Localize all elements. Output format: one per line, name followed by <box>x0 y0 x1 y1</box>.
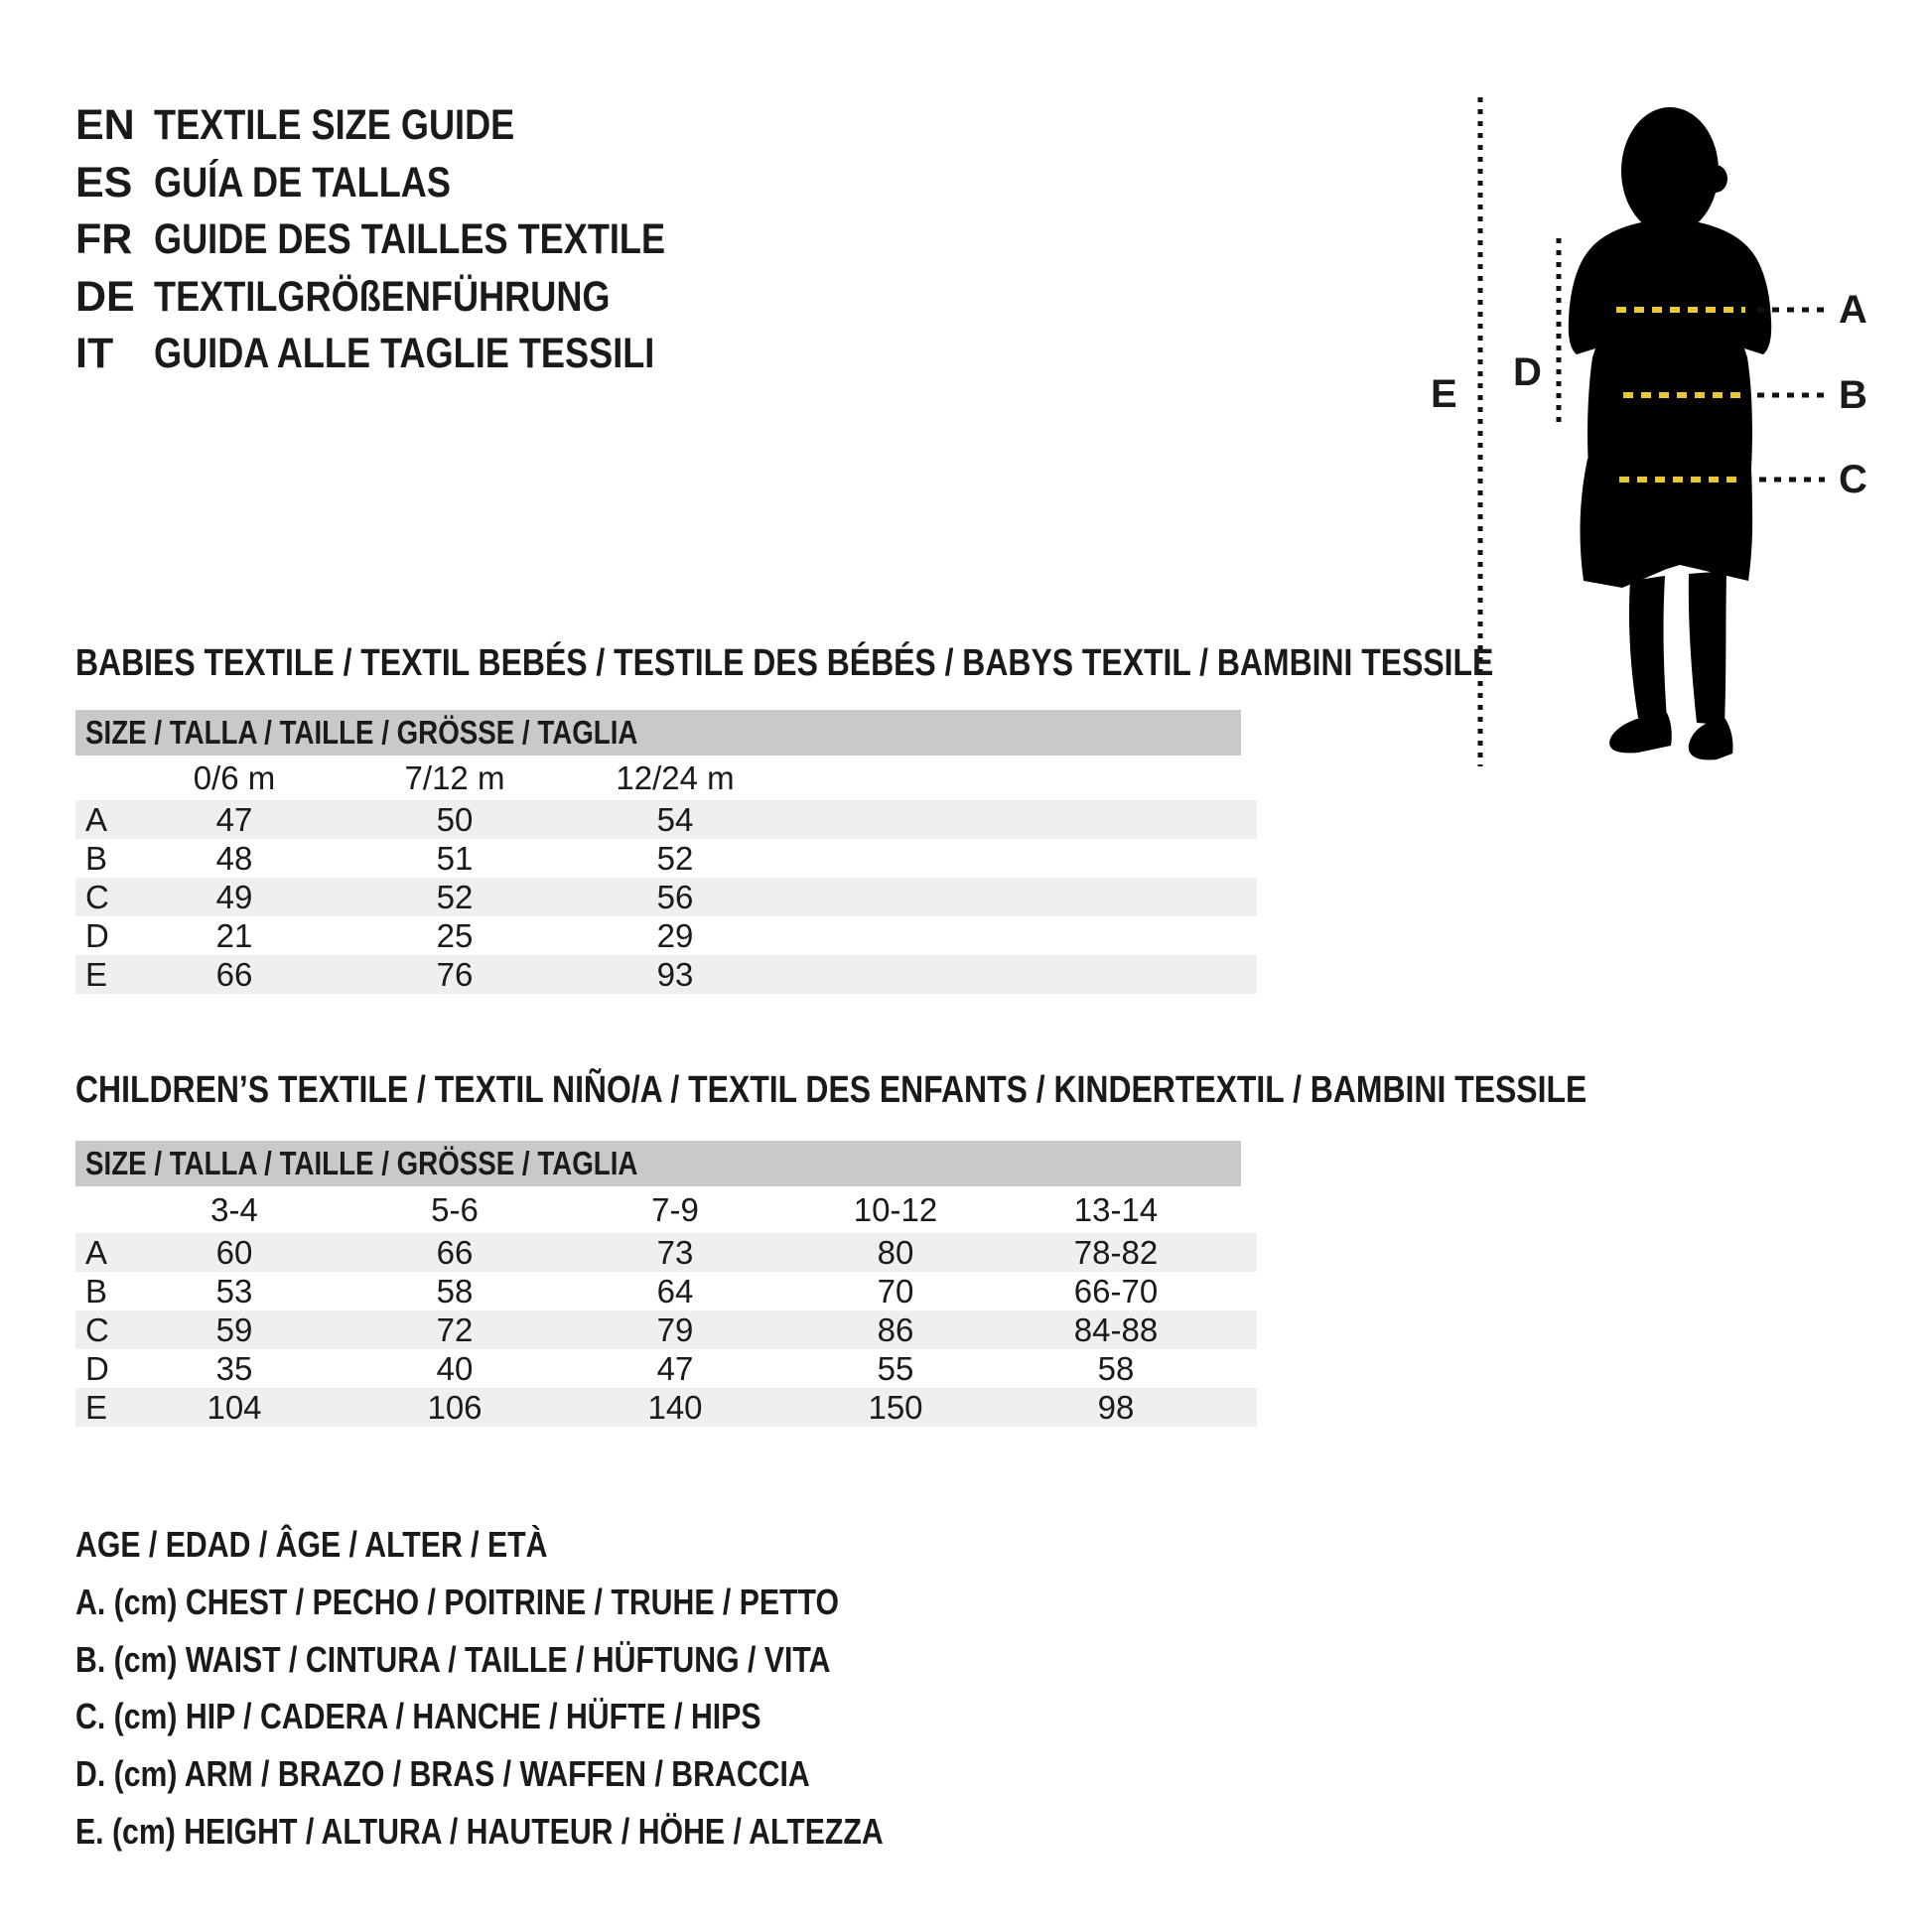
column-header: 7-9 <box>651 1190 699 1228</box>
legend-line-text: D. (cm) ARM / BRAZO / BRAS / WAFFEN / BRACCIA <box>75 1753 810 1795</box>
size-value-cell: 59 <box>215 1311 253 1348</box>
babies-size-header-text: SIZE / TALLA / TAILLE / GRÖSSE / TAGLIA <box>85 714 638 751</box>
babies-section-title <box>75 641 1763 685</box>
size-value-cell: 54 <box>656 800 694 838</box>
size-value-cell: 58 <box>436 1272 474 1310</box>
size-value-cell: 86 <box>877 1311 914 1348</box>
measure-label-c: C <box>1839 458 1867 501</box>
size-value-cell: 93 <box>656 955 694 993</box>
language-code: EN <box>75 101 135 150</box>
language-code: FR <box>75 215 133 264</box>
babies-size-header-bar <box>75 710 1241 756</box>
row-label: D <box>85 916 109 954</box>
language-row <box>75 269 762 327</box>
column-header: 13-14 <box>1073 1190 1159 1228</box>
row-label: A <box>85 1233 108 1271</box>
size-value-cell: 150 <box>868 1388 923 1426</box>
children-column-header-row <box>75 1186 1257 1233</box>
measurement-legend <box>75 1516 1037 1861</box>
legend-line <box>75 1803 1037 1861</box>
language-title: TEXTILE SIZE GUIDE <box>154 101 515 150</box>
size-value-cell: 70 <box>877 1272 914 1310</box>
table-row <box>75 1311 1257 1349</box>
language-row <box>75 97 762 155</box>
size-value-cell: 64 <box>656 1272 694 1310</box>
table-row <box>75 878 1257 916</box>
size-value-cell: 49 <box>215 878 253 915</box>
size-value-cell: 55 <box>877 1349 914 1387</box>
language-row <box>75 211 762 269</box>
size-value-cell: 106 <box>427 1388 483 1426</box>
babies-section-title-text: BABIES TEXTILE / TEXTIL BEBÉS / TESTILE DES BÉBÉS / BABYS TEXTIL / BAMBINI TESSILE <box>75 642 1494 684</box>
children-section-title <box>75 1068 1874 1112</box>
column-header: 5-6 <box>431 1190 479 1228</box>
size-value-cell: 47 <box>215 800 253 838</box>
column-header: 12/24 m <box>616 759 735 796</box>
size-value-cell: 48 <box>215 839 253 877</box>
size-value-cell: 80 <box>877 1233 914 1271</box>
measure-label-d: D <box>1513 350 1542 394</box>
size-value-cell: 52 <box>656 839 694 877</box>
size-value-cell: 78-82 <box>1073 1233 1159 1271</box>
row-label: A <box>85 800 108 838</box>
size-value-cell: 50 <box>436 800 474 838</box>
table-row <box>75 955 1257 994</box>
legend-line-text: B. (cm) WAIST / CINTURA / TAILLE / HÜFTUNG / VITA <box>75 1638 831 1680</box>
language-title: TEXTILGRÖßENFÜHRUNG <box>154 272 611 321</box>
size-value-cell: 25 <box>436 916 474 954</box>
language-row <box>75 155 762 212</box>
language-title: GUIDA ALLE TAGLIE TESSILI <box>154 330 655 378</box>
row-label: E <box>85 1388 108 1426</box>
legend-line <box>75 1745 1037 1803</box>
measure-label-a: A <box>1839 288 1867 332</box>
row-label: C <box>85 878 109 915</box>
size-value-cell: 29 <box>656 916 694 954</box>
size-value-cell: 72 <box>436 1311 474 1348</box>
row-label: B <box>85 1272 108 1310</box>
measure-label-e: E <box>1431 372 1457 416</box>
table-row <box>75 1233 1257 1272</box>
size-value-cell: 58 <box>1097 1349 1135 1387</box>
size-value-cell: 53 <box>215 1272 253 1310</box>
size-value-cell: 98 <box>1097 1388 1135 1426</box>
size-value-cell: 56 <box>656 878 694 915</box>
size-value-cell: 140 <box>647 1388 703 1426</box>
language-title: GUIDE DES TAILLES TEXTILE <box>154 215 666 264</box>
language-title: GUÍA DE TALLAS <box>154 158 451 207</box>
size-value-cell: 66 <box>436 1233 474 1271</box>
size-value-cell: 79 <box>656 1311 694 1348</box>
children-size-header-bar <box>75 1141 1241 1186</box>
size-value-cell: 76 <box>436 955 474 993</box>
legend-line-text: C. (cm) HIP / CADERA / HANCHE / HÜFTE / HIPS <box>75 1696 761 1737</box>
legend-line <box>75 1574 1037 1631</box>
legend-line <box>75 1631 1037 1689</box>
size-value-cell: 66-70 <box>1073 1272 1159 1310</box>
column-header: 3-4 <box>210 1190 258 1228</box>
table-row <box>75 1388 1257 1427</box>
legend-line <box>75 1516 1037 1574</box>
column-header: 7/12 m <box>404 759 505 796</box>
language-code: DE <box>75 272 135 321</box>
size-value-cell: 40 <box>436 1349 474 1387</box>
size-value-cell: 60 <box>215 1233 253 1271</box>
table-row <box>75 839 1257 878</box>
size-value-cell: 47 <box>656 1349 694 1387</box>
language-title-list <box>75 97 762 383</box>
children-section-title-text: CHILDREN’S TEXTILE / TEXTIL NIÑO/A / TEXTIL DES ENFANTS / KINDERTEXTIL / BAMBINI TESSILE <box>75 1069 1587 1111</box>
column-header: 0/6 m <box>193 759 276 796</box>
children-size-header-text: SIZE / TALLA / TAILLE / GRÖSSE / TAGLIA <box>85 1145 638 1181</box>
legend-line <box>75 1688 1037 1745</box>
row-label: E <box>85 955 108 993</box>
row-label: D <box>85 1349 109 1387</box>
table-row <box>75 1349 1257 1388</box>
babies-column-header-row <box>75 756 1257 800</box>
size-value-cell: 84-88 <box>1073 1311 1159 1348</box>
row-label: C <box>85 1311 109 1348</box>
size-value-cell: 73 <box>656 1233 694 1271</box>
size-value-cell: 52 <box>436 878 474 915</box>
table-row <box>75 1272 1257 1311</box>
language-code: ES <box>75 158 133 207</box>
language-code: IT <box>75 330 114 378</box>
size-value-cell: 66 <box>215 955 253 993</box>
size-value-cell: 104 <box>207 1388 262 1426</box>
table-row <box>75 916 1257 955</box>
legend-line-text: AGE / EDAD / ÂGE / ALTER / ETÀ <box>75 1524 548 1565</box>
size-value-cell: 51 <box>436 839 474 877</box>
measure-label-b: B <box>1839 373 1867 417</box>
row-label: B <box>85 839 108 877</box>
legend-line-text: A. (cm) CHEST / PECHO / POITRINE / TRUHE / PETTO <box>75 1581 839 1622</box>
column-header: 10-12 <box>853 1190 938 1228</box>
size-value-cell: 35 <box>215 1349 253 1387</box>
size-value-cell: 21 <box>215 916 253 954</box>
language-row <box>75 326 762 383</box>
table-row <box>75 800 1257 839</box>
legend-line-text: E. (cm) HEIGHT / ALTURA / HAUTEUR / HÖHE / ALTEZZA <box>75 1810 884 1852</box>
